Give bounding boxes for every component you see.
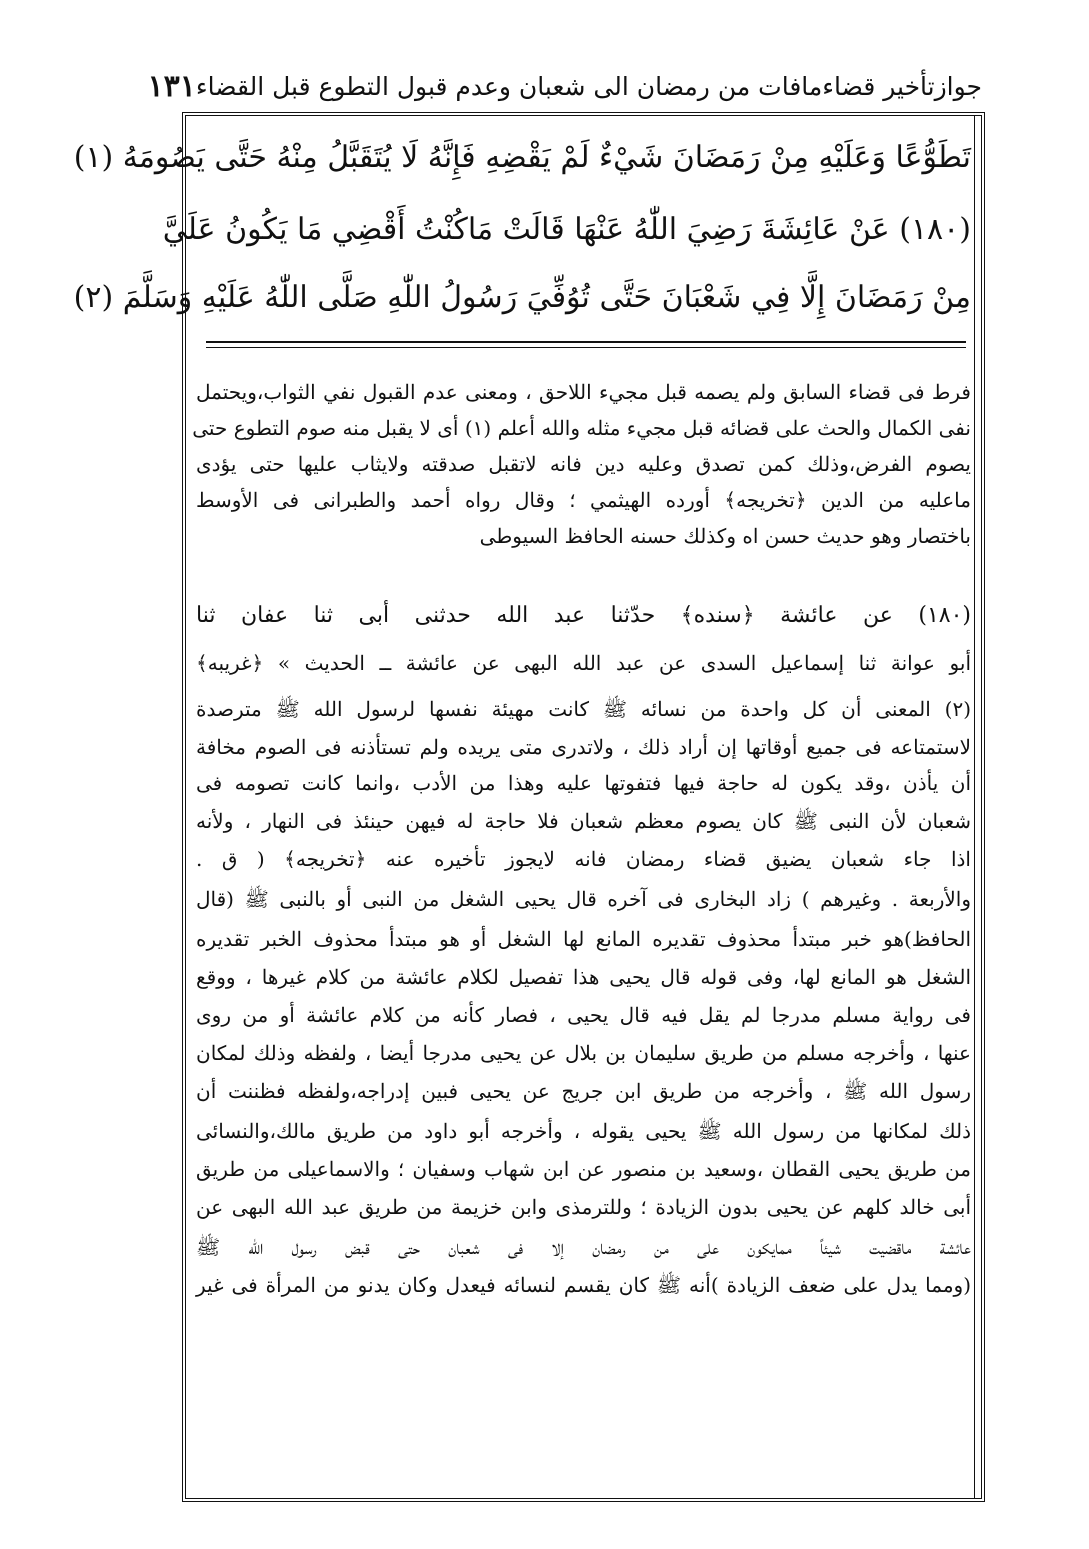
section-divider <box>206 341 966 343</box>
commentary-line: ماعليه من الدين ﴿تخريجه﴾ أورده الهيثمي ؛ وقال رواه أحمد والطبرانى فى الأوسط <box>196 488 971 512</box>
commentary-line: لاستمتاعه فى جميع أوقاتها إن أراد ذلك ، ولاتدرى متى يريده ولم تستأذنه فى الصوم مخافة <box>196 735 971 759</box>
commentary-line: أبى خالد كلهم عن يحيى بدون الزيادة ؛ وللترمذى وابن خزيمة من طريق عبد الله البهى عن <box>196 1195 971 1219</box>
section-divider-thin <box>206 347 966 348</box>
hadith-line: مِنْ رَمَضَانَ إِلَّا فِي شَعْبَانَ حَتَّى تُوُفِّيَ رَسُولُ اللّٰهِ صَلَّى اللّٰهُ عَلَيْهِ وَسَلَّمَ (٢) <box>73 280 971 315</box>
commentary-line: فى رواية مسلم مدرجا لم يقل فيه قال يحيى ، فصار كأنه من كلام عائشة أو من روى <box>196 1003 971 1027</box>
commentary-line: (ومما يدل على ضعف الزيادة )أنه ﷺ كان يقسم لنسائه فيعدل وكان يدنو من المرأة فى غير <box>196 1273 971 1297</box>
commentary-line: شعبان لأن النبى ﷺ كان يصوم معظم شعبان فلا حاجة له فيهن حينئذ فى النهار ، ولأنه <box>196 809 971 833</box>
commentary-line: من طريق يحيى القطان ،وسعيد بن منصور عن ابن شهاب وسفيان ؛ والاسماعيلى من طريق <box>196 1157 971 1181</box>
running-header <box>147 64 982 108</box>
commentary-line: رسول الله ﷺ ، وأخرجه من طريق ابن جريج عن يحيى فبين إدراجه،ولفظه فظننت أن <box>196 1079 971 1103</box>
commentary-line: عنها ، وأخرجه مسلم من طريق سليمان بن بلال عن يحيى مدرجا أيضا ، ولفظه وذلك لمكان <box>196 1041 971 1065</box>
commentary-line: أن يأذن ،وقد يكون له حاجة فيها فتفوتها عليه وهذا من الأدب ،وانما كانت تصومه فى <box>196 771 971 795</box>
commentary-line: ذلك لمكانها من رسول الله ﷺ يحيى يقوله ، وأخرجه أبو داود من طريق مالك،والنسائى <box>196 1119 971 1143</box>
hadith-line: تَطَوُّعًا وَعَلَيْهِ مِنْ رَمَضَانَ شَيْءٌ لَمْ يَقْضِهِ فَإِنَّهُ لَا يُتَقَبَّلُ مِنْهُ حَتَّى يَصُومَهُ (١) <box>73 140 971 175</box>
header-title: جوازتأخير قضاءمافات من رمضان الى شعبان وعدم قبول التطوع قبل القضاء <box>195 71 982 101</box>
commentary-line: (٢) المعنى أن كل واحدة من نسائه ﷺ كانت مهيئة نفسها لرسول الله ﷺ مترصدة <box>196 697 971 721</box>
commentary-line: يصوم الفرض،وذلك كمن تصدق وعليه دين فانه لاتقبل صدقته ولايثاب عليها حتى يؤدى <box>196 452 971 476</box>
commentary-line: أبو عوانة ثنا إسماعيل السدى عن عبد الله البهى عن عائشة ــ الحديث » ﴿غريبه﴾ <box>196 651 971 675</box>
commentary-line: والأربعة . وغيرهم ) زاد البخارى فى آخره قال يحيى الشغل من النبى أو بالنبى ﷺ (قال <box>196 887 971 911</box>
commentary-line: عائشة ماقضيت شيئاً ممايكون على من رمضان إلا فى شعبان حتى قبض رسول الله ﷺ <box>196 1235 971 1259</box>
commentary-line: الحافظ)هو خبر مبتدأ محذوف تقديره المانع لها الشغل أو هو مبتدأ محذوف الخبر تقديره <box>196 927 971 951</box>
commentary-line: (١٨٠) عن عائشة ﴿سنده﴾ حدّثنا عبد الله حدثنى أبى ثنا عفان ثنا <box>196 603 971 628</box>
hadith-line: (١٨٠) عَنْ عَائِشَةَ رَضِيَ اللّٰهُ عَنْهَا قَالَتْ مَاكُنْتُ أَقْضِي مَا يَكُونُ عَلَيَّ <box>162 212 971 247</box>
commentary-line: نفى الكمال والحث على قضائه قبل مجيء مثله والله أعلم (١) أى لا يقبل منه صوم التطوع حتى <box>192 416 971 440</box>
commentary-line: اذا جاء شعبان يضيق قضاء رمضان فانه لايجوز تأخيره عنه ﴿تخريجه﴾ ( ق . <box>196 847 971 871</box>
commentary-line: باختصار وهو حديث حسن اه وكذلك حسنه الحافظ السيوطى <box>479 524 971 548</box>
page-number: ١٣١ <box>147 68 196 104</box>
commentary-line: فرط فى قضاء السابق ولم يصمه قبل مجيء اللاحق ، ومعنى عدم القبول نفي الثواب،ويحتمل <box>196 380 971 404</box>
commentary-line: الشغل هو المانع لها، وفى قوله قال يحيى هذا تفصيل لكلام عائشة من كلام غيرها ، ووقع <box>196 965 971 989</box>
